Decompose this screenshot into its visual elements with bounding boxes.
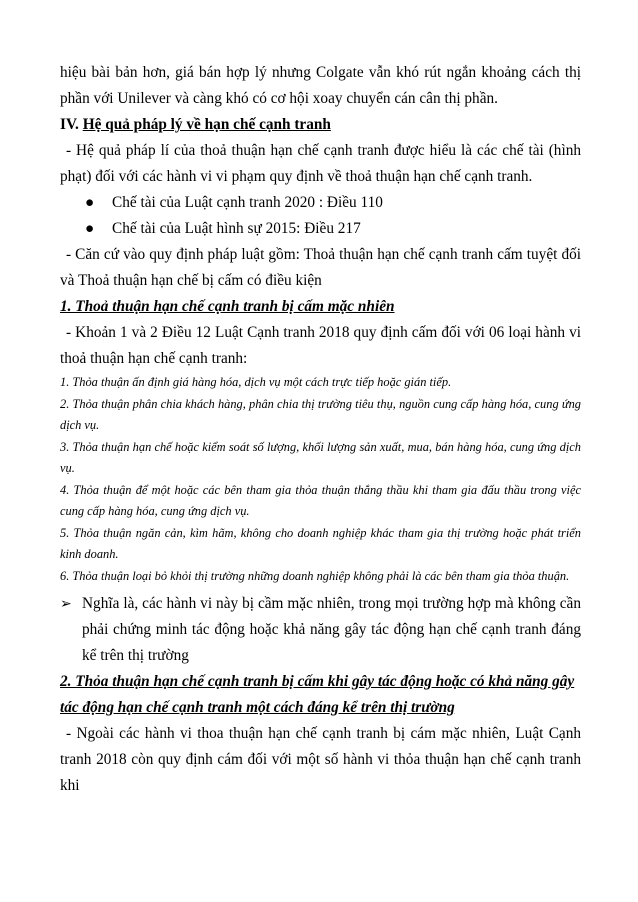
prohibited-item-4: 4. Thỏa thuận để một hoặc các bên tham gia thỏa thuận thắng thầu khi tham gia đấu thầu trong việc cung cấp hàng hóa, cung ứng dịch vụ. [60, 482, 581, 518]
subsection-2-paragraph: - Ngoài các hành vi thoa thuận hạn chế cạnh tranh bị cám mặc nhiên, Luật Cạnh tranh 2018 còn quy định cám đối với một số hành vi thỏa thuận hạn chế cạnh tranh khi [60, 725, 581, 794]
subsection-1-title: 1. Thoả thuận hạn chế cạnh tranh bị cấm mặc nhiên [60, 298, 395, 315]
prohibited-item-5: 5. Thỏa thuận ngăn cản, kìm hãm, không cho doanh nghiệp khác tham gia thị trường hoặc phát triển kinh doanh. [60, 525, 581, 561]
list-item [60, 190, 581, 216]
section-number: IV. [60, 116, 83, 133]
bullet-icon: ● [85, 194, 95, 211]
prohibited-item-3: 3. Thỏa thuận hạn chế hoặc kiểm soát số lượng, khối lượng sản xuất, mua, bán hàng hóa, cung ứng dịch vụ. [60, 439, 581, 475]
section-paragraph-2: - Căn cứ vào quy định pháp luật gồm: Thoả thuận hạn chế cạnh tranh cấm tuyệt đối và Thoả thuận hạn chế bị cấm có điều kiện [60, 246, 581, 289]
section-paragraph-1: - Hệ quả pháp lí của thoả thuận hạn chế cạnh tranh được hiểu là các chế tài (hình phạt) đối với các hành vi vi phạm quy định về thoả thuận hạn chế cạnh tranh. [60, 142, 581, 185]
prohibited-item-2: 2. Thỏa thuận phân chia khách hàng, phân chia thị trường tiêu thụ, nguồn cung cấp hàng hóa, cung ứng dịch vụ. [60, 396, 581, 432]
section-heading [60, 112, 581, 138]
conclusion-text: Nghĩa là, các hành vi này bị cầm mặc nhiên, trong mọi trường hợp mà không cần phải chứng minh tác động hoặc khả năng gây tác động hạn chế cạnh tranh đáng kể trên thị trường [82, 595, 581, 664]
list-item [60, 216, 581, 242]
section-title: Hệ quả pháp lý về hạn chế cạnh tranh [82, 116, 331, 133]
list-item-text: Chế tài của Luật cạnh tranh 2020 : Điều 110 [112, 194, 383, 211]
conclusion-item [60, 591, 581, 669]
prohibited-item-6: 6. Thỏa thuận loại bỏ khỏi thị trường những doanh nghiệp không phải là các bên tham gia thỏa thuận. [60, 568, 570, 583]
arrowhead-icon: ➢ [60, 596, 72, 612]
subsection-2-title: 2. Thỏa thuận hạn chế cạnh tranh bị cấm khi gây tác động hoặc có khả năng gây tác động hạn chế cạnh tranh một cách đáng kể trên thị trường [60, 673, 575, 716]
prohibited-item-1: 1. Thỏa thuận ấn định giá hàng hóa, dịch vụ một cách trực tiếp hoặc gián tiếp. [60, 375, 452, 389]
intro-line-2: phần với Unilever và càng khó có cơ hội xoay chuyển cán cân thị phần. [60, 90, 498, 107]
list-item-text: Chế tài của Luật hình sự 2015: Điều 217 [112, 220, 361, 237]
subsection-1-paragraph: - Khoản 1 và 2 Điều 12 Luật Cạnh tranh 2018 quy định cấm đối với 06 loại hành vi thoả thuận hạn chế cạnh tranh: [60, 324, 581, 367]
intro-line-1: hiệu bài bản hơn, giá bán hợp lý nhưng Colgate vẫn khó rút ngắn khoảng cách thị [60, 64, 581, 81]
document-page [60, 60, 581, 799]
bullet-icon: ● [85, 220, 95, 237]
